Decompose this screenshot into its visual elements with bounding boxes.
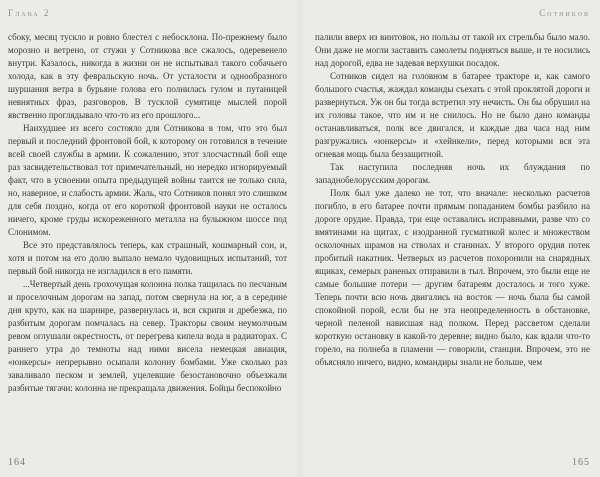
paragraph: Наихудшее из всего состояло для Сотникова в том, что это был первый и последний фронтовой бой, к которому он готовился в течение всей своей службы в армии. К сожалению, этот злосчастный бой еще раз засвидетельствовал тот примечательный, но нередко игнорируемый факт, что в усвоении опыта предыдущей войны таится не только сила, но, наверное, и слабость армии. Жаль, что Сотников понял это слишком для себя поздно, когда от его короткой фронтовой науки не осталось ничего, кроме груды искореженного металла на булыжном шоссе под Слонимом. bbox=[8, 123, 287, 237]
paragraph: Все это представлялось теперь, как страшный, кошмарный сон, и, хотя и потом на его долю выпало немало чудовищных испытаний, тот первый бой никогда не изгладился в его памяти. bbox=[8, 240, 287, 276]
page-right-text bbox=[315, 31, 590, 445]
running-header-title: Сотников bbox=[539, 8, 590, 18]
running-header-chapter: Глава 2 bbox=[8, 8, 51, 18]
paragraph: Сотников сидел на головном в батарее тракторе и, как самого большого счастья, жаждал команды съехать с этой проклятой дороги и развернуться. Уж он бы тогда встретил эту нечисть. Он бы обрушил на их головы такое, что им и не снилось. Но не было дано команды останавливаться, полк все двигался, и каждые два часа над ним разгружались «юнкерсы» и «хейнкели», перед которыми вся эта огневая мощь была беззащитной. bbox=[315, 71, 590, 159]
paragraph: палили вверх из винтовок, но пользы от такой их стрельбы было мало. Они даже не могли заставить самолеты подняться выше, и те носились над дорогой, едва не задевая верхушки посадок. bbox=[315, 32, 590, 68]
page-left-text bbox=[8, 31, 287, 445]
page-right bbox=[300, 0, 600, 477]
paragraph: ...Четвертый день грохочущая колонна полка тащилась по песчаным и проселочным дорогам на запад, потом свернула на юг, а в середине дня круто, как на шарнире, развернулась и, вся скрипя и дребезжа, по разбитым дорогам помчалась на север. Тракторы своим неумолчным ревом оглушали окрестность, от перегрева кипела вода в радиаторах. С раннего утра до темноты над ними висела немецкая авиация, «юнкерсы» непрерывно осыпали колонну бомбами. Уже сколько раз заваливало песком и землей, уцелевшие безостановочно объезжали разбитые тягачи: колонна не прекращала движения. Бойцы беспокойно bbox=[8, 279, 287, 393]
paragraph: сбоку, месяц тускло и ровно блестел с небосклона. По-прежнему было морозно и ветрено, от стужи у Сотникова все сжалось, одеревенело внутри. Казалось, никогда в жизни он не испытывал такого собачьего холода, как в эту февральскую ночь. От усталости и однообразного шуршания ветра в бурьяне голова его полнилась гулом и путаницей невнятных фраз, разговоров. В тусклой сумятице мыслей порой явственно проглядывало что-то из его прошлого... bbox=[8, 32, 287, 120]
page-number-right: 165 bbox=[572, 457, 590, 468]
paragraph: Полк был уже далеко не тот, что вначале: несколько расчетов погибло, в его батарее почти прямым попаданием бомбы разбило на дороге орудие. Правда, три еще оставались исправными, разве что со вмятинами на щитах, с изодранной гусматикой колес и множеством осколочных шрамов на стволах и станинах. У второго орудия потек пробитый накатник. Четверых из расчетов похоронили на снарядных ящиках, семерых раненых отправили в тыл. Впрочем, это были еще не самые большие потери — другим батареям досталось и того хуже. Теперь почти всю ночь двигались на восток — ночь была бы самой спокойной порой, если бы не эта неопределенность в обстановке, черной пеленой нависшая над полком. Перед рассветом сделали короткую остановку в какой-то деревне; видно было, как вдали что-то горело, на полнеба в пламени — говорили, станция. Впрочем, это не объясняло ничего, видно, командиры знали не больше, чем bbox=[315, 188, 590, 367]
paragraph: Так наступила последняя ночь их блуждания по западнобелорусским дорогам. bbox=[315, 162, 590, 185]
page-number-left: 164 bbox=[8, 457, 26, 468]
